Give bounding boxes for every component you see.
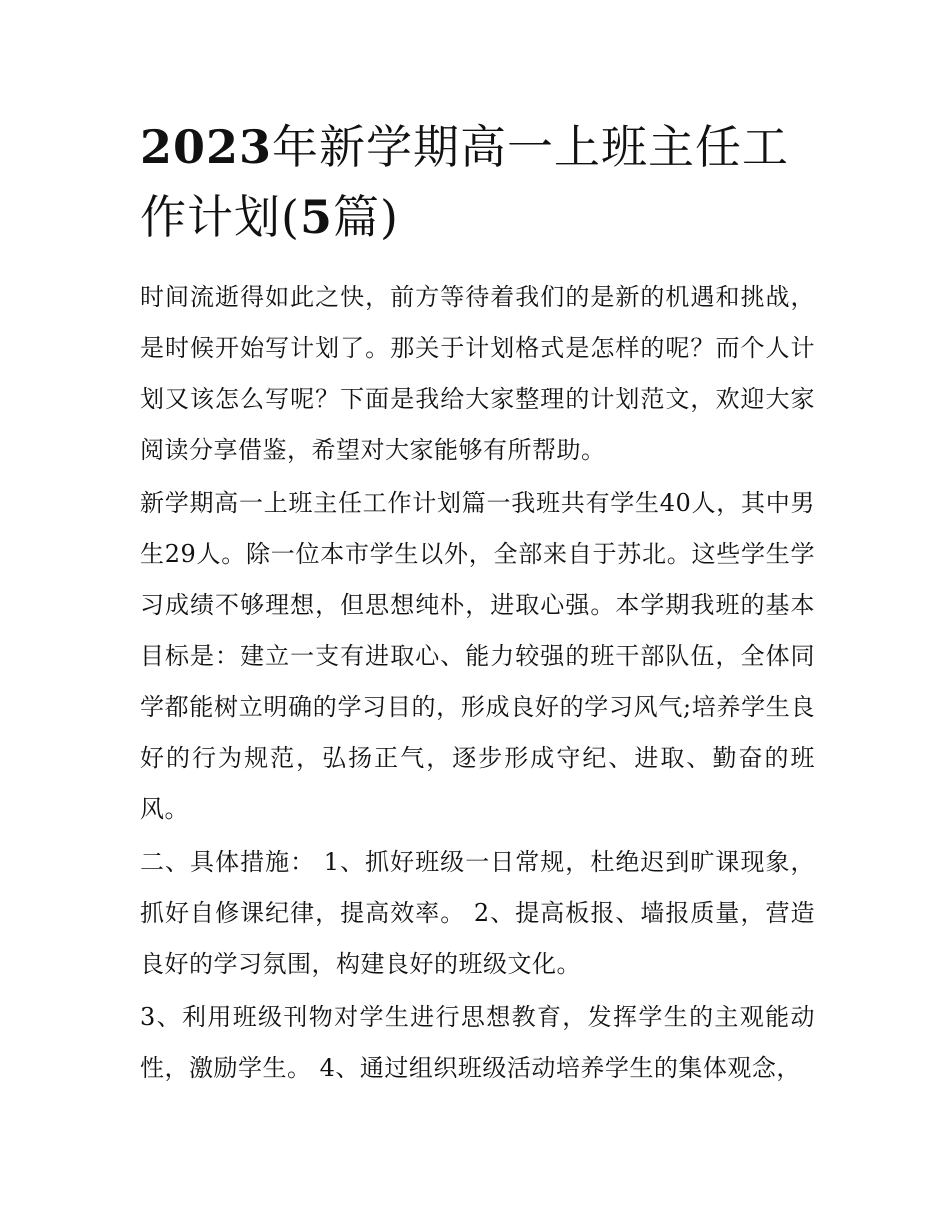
document-title xyxy=(140,112,815,252)
title-text: 年新学期高一上班主任工作计划( xyxy=(140,120,790,244)
document-page xyxy=(140,112,815,1096)
paragraph-intro: 时间流逝得如此之快，前方等待着我们的是新的机遇和挑战，是时候开始写计划了。那关于计划格式是怎样的呢？而个人计划又该怎么写呢？下面是我给大家整理的计划范文，欢迎大家阅读分享借鉴，希望对大家能够有所帮助。 xyxy=(140,283,815,464)
title-year: 2023 xyxy=(140,120,273,174)
title-suffix: 篇) xyxy=(332,190,399,244)
paragraph-measures-continued: 3、利用班级刊物对学生进行思想教育，发挥学生的主观能动性，激励学生。 4、通过组织班级活动培养学生的集体观念， xyxy=(140,1003,815,1082)
paragraph-measures: 二、具体措施： 1、抓好班级一日常规，杜绝迟到旷课现象，抓好自修课纪律，提高效率。 2、提高板报、墙报质量，营造良好的学习氛围，构建良好的班级文化。 xyxy=(140,848,815,978)
document-body xyxy=(140,272,815,1094)
title-count: 5 xyxy=(299,190,333,244)
paragraph-class-overview: 新学期高一上班主任工作计划篇一我班共有学生40人，其中男生29人。除一位本市学生以外，全部来自于苏北。这些学生学习成绩不够理想，但思想纯朴，进取心强。本学期我班的基本目标是：建立一支有进取心、能力较强的班干部队伍，全体同学都能树立明确的学习目的，形成良好的学习风气;培养学生良好的行为规范，弘扬正气，逐步形成守纪、进取、勤奋的班风。 xyxy=(140,489,815,823)
